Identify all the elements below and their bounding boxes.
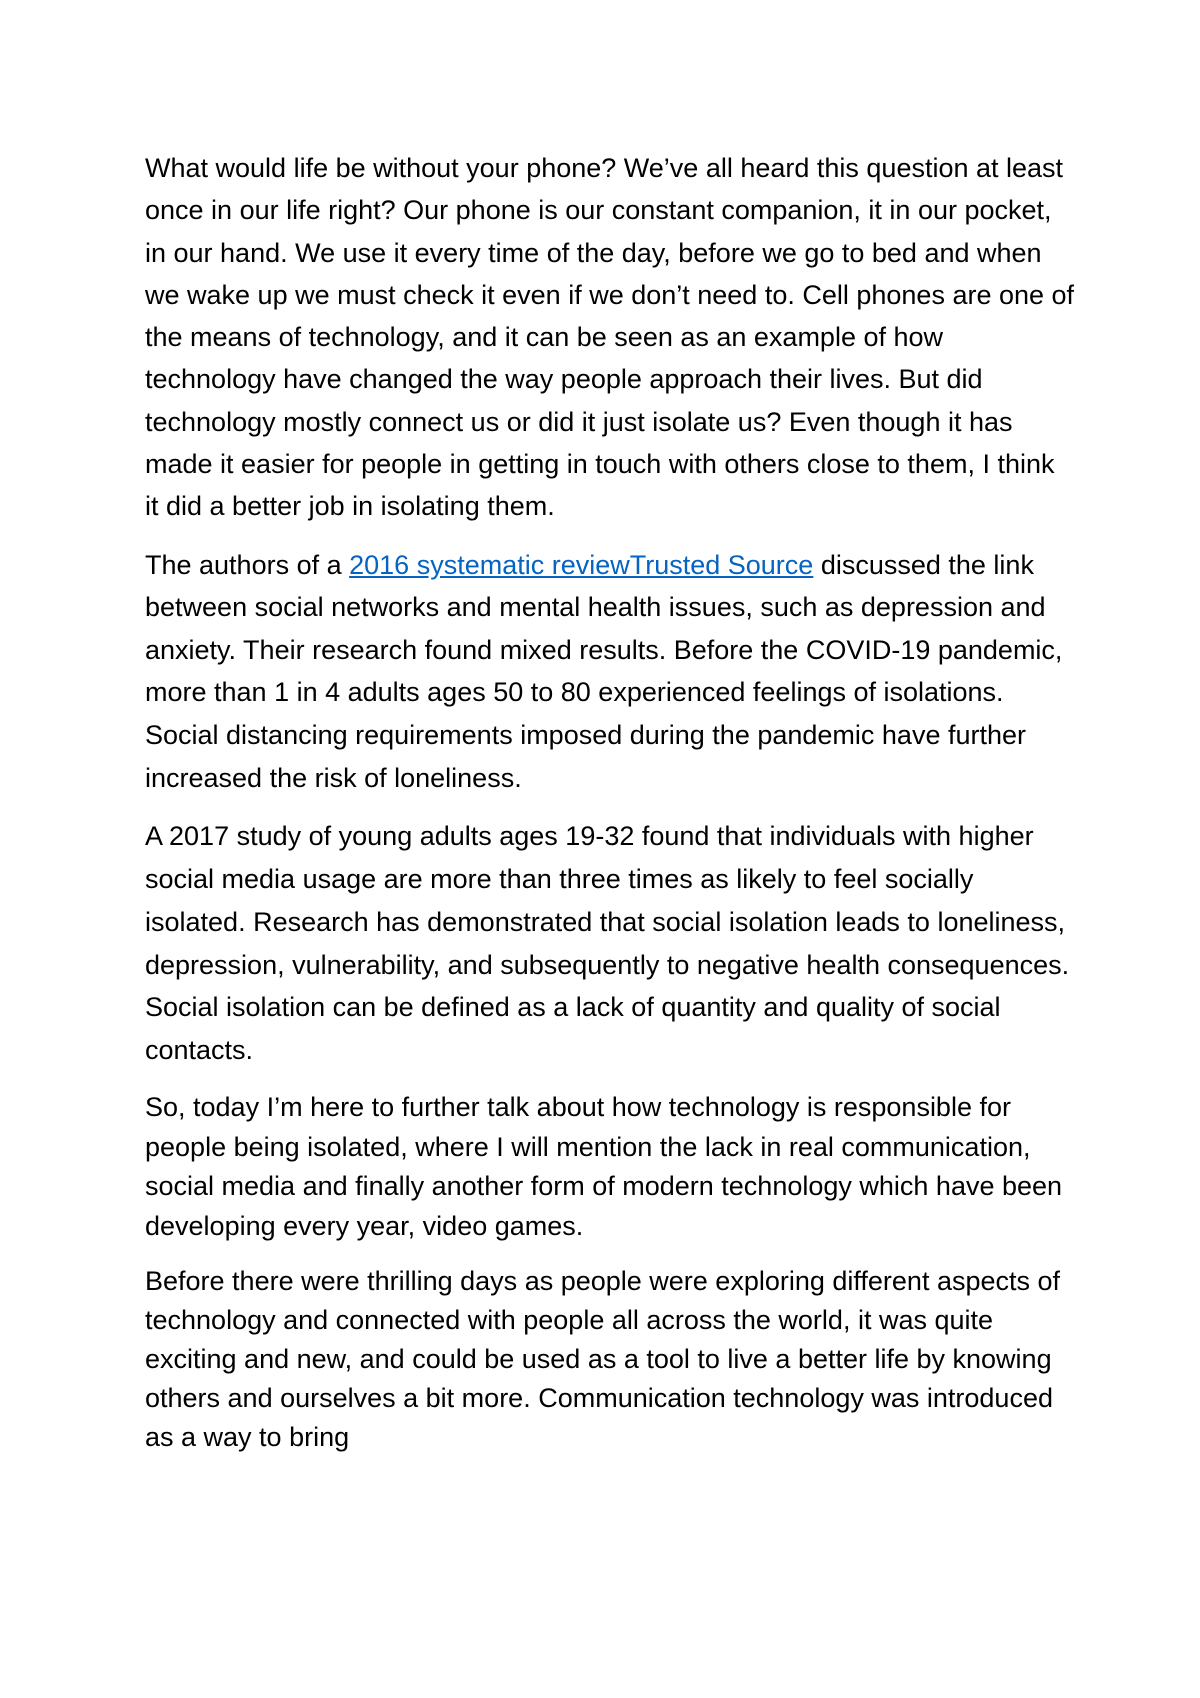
paragraph-systematic-review xyxy=(145,544,1075,800)
paragraph-thesis: So, today I’m here to further talk about how technology is responsible for people being isolated, where I will mention the lack in real communication, social media and finally another form of modern technology which have been developing every year, video games. xyxy=(145,1092,1063,1241)
paragraph-history: Before there were thrilling days as people were exploring different aspects of technology and connected with people all across the world, it was quite exciting and new, and could be used as a tool to live a better life by knowing others and ourselves a bit more. Communication technology was introduced as a way to bring xyxy=(145,1266,1061,1453)
paragraph-2017-study: A 2017 study of young adults ages 19-32 found that individuals with higher social media usage are more than three times as likely to feel socially isolated. Research has demonstrated that social isolation leads to loneliness, depression, vulnerability, and subsequently to negative health consequences. Social isolation can be defined as a lack of quantity and quality of social contacts. xyxy=(145,821,1070,1066)
paragraph-text-before-link: The authors of a xyxy=(145,549,350,580)
systematic-review-link[interactable]: 2016 systematic reviewTrusted Source xyxy=(349,549,814,580)
paragraph-text-after-link: discussed the link between social networks and mental health issues, such as depression and anxiety. Their research found mixed results. Before the COVID-19 pandemic, more than 1 in 4 adults ages 50 to 80 experienced feelings of isolations. Social distancing requirements imposed during the pandemic have further increased the risk of loneliness. xyxy=(145,549,1063,793)
document-body xyxy=(145,147,1075,1473)
paragraph-intro: What would life be without your phone? We’ve all heard this question at least once in our life right? Our phone is our constant companion, it in our pocket, in our hand. We use it every time of the day, before we go to bed and when we wake up we must check it even if we don’t need to. Cell phones are one of the means of technology, and it can be seen as an example of how technology have changed the way people approach their lives. But did technology mostly connect us or did it just isolate us? Even though it has made it easier for people in getting in touch with others close to them, I think it did a better job in isolating them. xyxy=(145,153,1075,522)
